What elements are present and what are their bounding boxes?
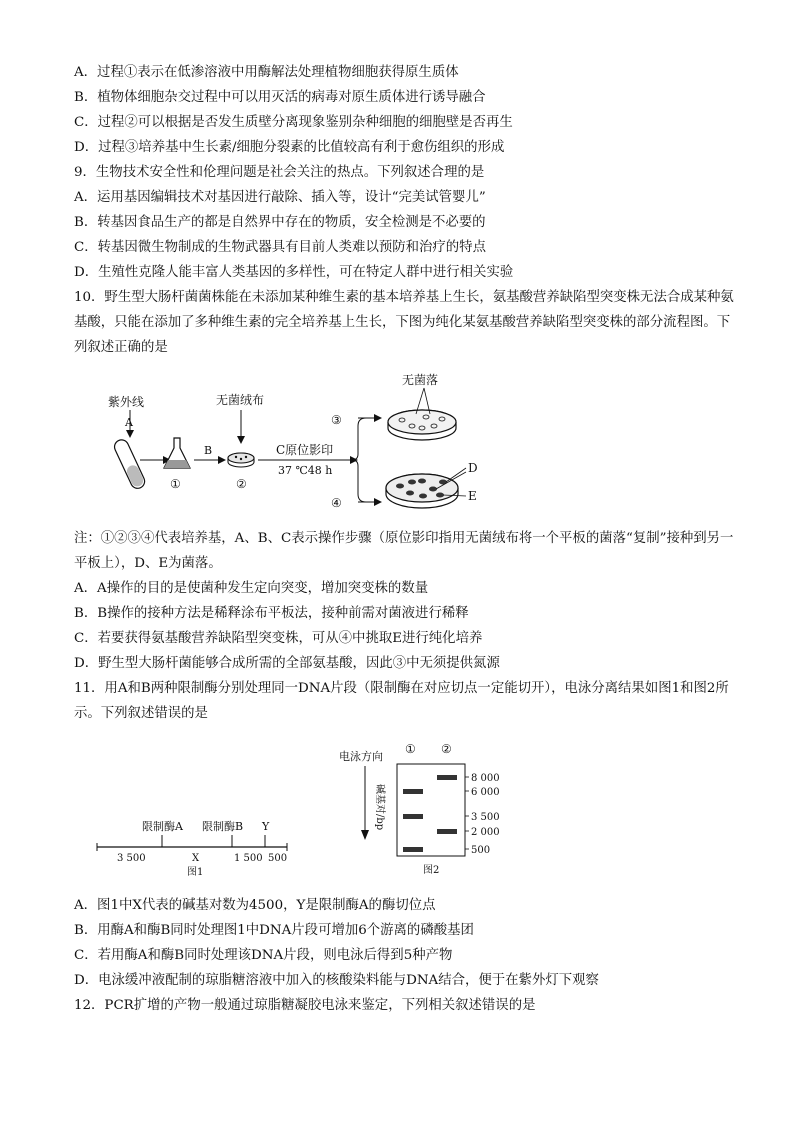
q11-option-a: A．图1中X代表的碱基对数为4500，Y是限制酶A的酶切位点: [74, 898, 436, 913]
q11-option-b: B．用酶A和酶B同时处理图1中DNA片段可增加6个游离的磷酸基团: [74, 923, 474, 938]
q8-option-c: C．过程②可以根据是否发生质壁分离现象鉴别杂种细胞的细胞壁是否再生: [74, 115, 513, 130]
size-label-500: 500: [471, 845, 491, 856]
segment-3-label: 1 500: [234, 853, 263, 864]
band-2000: [437, 829, 457, 834]
band-500: [403, 847, 423, 852]
medium-3-label: ③: [331, 413, 342, 427]
q10-option-a: A．A操作的目的是使菌种发生定向突变，增加突变株的数量: [74, 581, 429, 596]
uv-label: 紫外线: [108, 395, 145, 409]
band-6000: [403, 789, 423, 794]
q10-option-d: D．野生型大肠杆菌能够合成所需的全部氨基酸，因此③中无须提供氮源: [74, 656, 500, 671]
band-3500: [403, 814, 423, 819]
q8-option-d: D．过程③培养基中生长素/细胞分裂素的比值较高有利于愈伤组织的形成: [74, 140, 505, 155]
test-tube-icon: [112, 438, 147, 491]
q9-stem: 9．生物技术安全性和伦理问题是社会关注的热点。下列叙述合理的是: [74, 165, 485, 180]
medium-4-label: ④: [331, 496, 342, 510]
fig2-caption: 图2: [423, 865, 440, 876]
colony-d-label: D: [468, 461, 478, 475]
q10-stem: 10．野生型大肠杆菌菌株能在未添加某种维生素的基本培养基上生长，氨基酸营养缺陷型突变株无法合成某种氨基酸，只能在添加了多种维生素的完全培养基上生长，下图为纯化某氨基酸营养缺陷型突变株的部分流程图。下列叙述正确的是: [74, 290, 734, 355]
step-b-label: B: [204, 444, 213, 457]
q9-option-c: C．转基因微生物制成的生物武器具有目前人类难以预防和治疗的特点: [74, 240, 486, 255]
plate-3-icon: [388, 410, 456, 440]
medium-2-label: ②: [236, 477, 247, 491]
segment-1-label: 3 500: [117, 853, 146, 864]
velvet-label: 无菌绒布: [216, 393, 265, 407]
segment-x-label: X: [192, 853, 200, 864]
medium-1-label: ①: [170, 477, 181, 491]
size-label-8000: 8 000: [471, 773, 500, 784]
bp-axis-label: 碱基对/bp: [374, 784, 385, 831]
q12-stem: 12．PCR扩增的产物一般通过琼脂糖凝胶电泳来鉴定，下列相关叙述错误的是: [74, 998, 536, 1013]
q8-option-a: A．过程①表示在低渗溶液中用酶解法处理植物细胞获得原生质体: [74, 65, 459, 80]
size-label-2000: 2 000: [471, 827, 500, 838]
q10-note: 注：①②③④代表培养基，A、B、C表示操作步骤（原位影印指用无菌绒布将一个平板的菌落“复制”接种到另一平板上），D、E为菌落。: [74, 531, 734, 571]
q9-option-d: D．生殖性克隆人能丰富人类基因的多样性，可在特定人群中进行相关实验: [74, 265, 514, 280]
q11-option-d: D．电泳缓冲液配制的琼脂糖溶液中加入的核酸染料能与DNA结合，便于在紫外灯下观察: [74, 973, 599, 988]
q11-option-c: C．若用酶A和酶B同时处理该DNA片段，则电泳后得到5种产物: [74, 948, 453, 963]
q11-figure-1: [92, 815, 292, 879]
q9-option-a: A．运用基因编辑技术对基因进行敲除、插入等，设计“完美试管婴儿”: [74, 190, 486, 205]
q10-option-b: B．B操作的接种方法是稀释涂布平板法，接种前需对菌液进行稀释: [74, 606, 469, 621]
colony-e-label: E: [468, 489, 477, 503]
no-colony-label: 无菌落: [402, 373, 439, 387]
size-label-3500: 3 500: [471, 812, 500, 823]
q9-option-b: B．转基因食品生产的都是自然界中存在的物质，安全检测是不必要的: [74, 215, 486, 230]
lane-2-label: ②: [441, 742, 452, 756]
condition-label: 37 ℃48 h: [278, 464, 333, 477]
plate-2-icon: [228, 453, 254, 467]
enzyme-b-label: 限制酶B: [202, 820, 244, 833]
direction-label: 电泳方向: [339, 750, 383, 763]
segment-4-label: 500: [268, 853, 288, 864]
enzyme-a-label: 限制酶A: [142, 820, 183, 833]
band-8000: [437, 775, 457, 780]
q11-stem: 11．用A和B两种限制酶分别处理同一DNA片段（限制酶在对应切点一定能切开），电泳分离结果如图1和图2所示。下列叙述错误的是: [74, 681, 729, 721]
lane-1-label: ①: [405, 742, 416, 756]
q11-figure-2: [335, 740, 505, 880]
site-y-label: Y: [262, 820, 270, 833]
step-a-label: A: [125, 416, 133, 429]
q10-figure: [90, 370, 510, 510]
plate-4-icon: [386, 474, 458, 508]
q10-option-c: C．若要获得氨基酸营养缺陷型突变株，可从④中挑取E进行纯化培养: [74, 631, 483, 646]
flask-icon: [164, 438, 190, 468]
size-label-6000: 6 000: [471, 787, 500, 798]
fig1-caption: 图1: [187, 867, 204, 878]
step-c-label: C原位影印: [276, 443, 334, 457]
q8-option-b: B．植物体细胞杂交过程中可以用灭活的病毒对原生质体进行诱导融合: [74, 90, 486, 105]
